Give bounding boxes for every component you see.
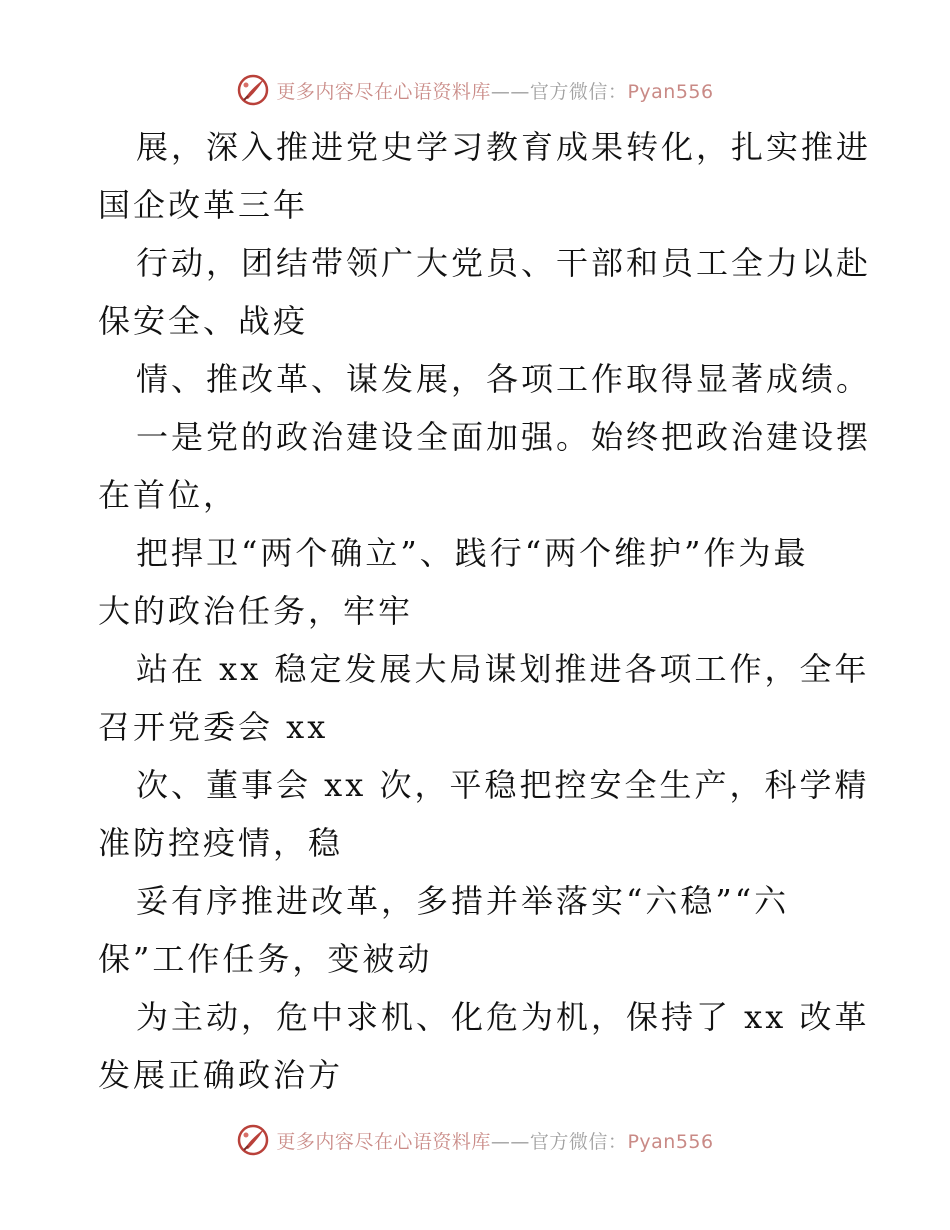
document-body [98, 118, 872, 1104]
text-line: 大的政治任务，牢牢 [98, 592, 414, 630]
text-line: 站在 xx 稳定发展大局谋划推进各项工作，全年 [136, 650, 870, 688]
text-line: 保”工作任务，变被动 [98, 940, 433, 978]
text-line: 为主动，危中求机、化危为机，保持了 xx 改革 [136, 998, 870, 1036]
text-line: 准防控疫情，稳 [98, 824, 344, 862]
text-line: 行动，团结带领广大党员、干部和员工全力以赴 [136, 244, 872, 282]
text-line: 保安全、战疫 [98, 302, 309, 340]
quill-ink-logo-icon [236, 1123, 270, 1157]
text-line: 在首位， [98, 476, 239, 514]
watermark-site-text: 更多内容尽在心语资料库——官方微信：Pyan556 [276, 1130, 714, 1153]
text-line: 展，深入推进党史学习教育成果转化，扎实推进 [136, 128, 872, 166]
header-watermark [0, 70, 950, 110]
footer-watermark [0, 1120, 950, 1160]
watermark-site-text: 更多内容尽在心语资料库——官方微信：Pyan556 [276, 80, 714, 103]
text-line: 把捍卫“两个确立”、践行“两个维护”作为最 [136, 534, 809, 572]
text-line: 情、推改革、谋发展，各项工作取得显著成绩。 [136, 360, 872, 398]
quill-ink-logo-icon [236, 73, 270, 107]
text-line: 发展正确政治方 [98, 1056, 344, 1094]
text-line: 次、董事会 xx 次，平稳把控安全生产，科学精 [136, 766, 870, 804]
text-line: 国企改革三年 [98, 186, 309, 224]
text-line: 妥有序推进改革，多措并举落实“六稳”“六 [136, 882, 790, 920]
text-line: 召开党委会 xx [98, 708, 329, 746]
text-line: 一是党的政治建设全面加强。始终把政治建设摆 [136, 418, 872, 456]
